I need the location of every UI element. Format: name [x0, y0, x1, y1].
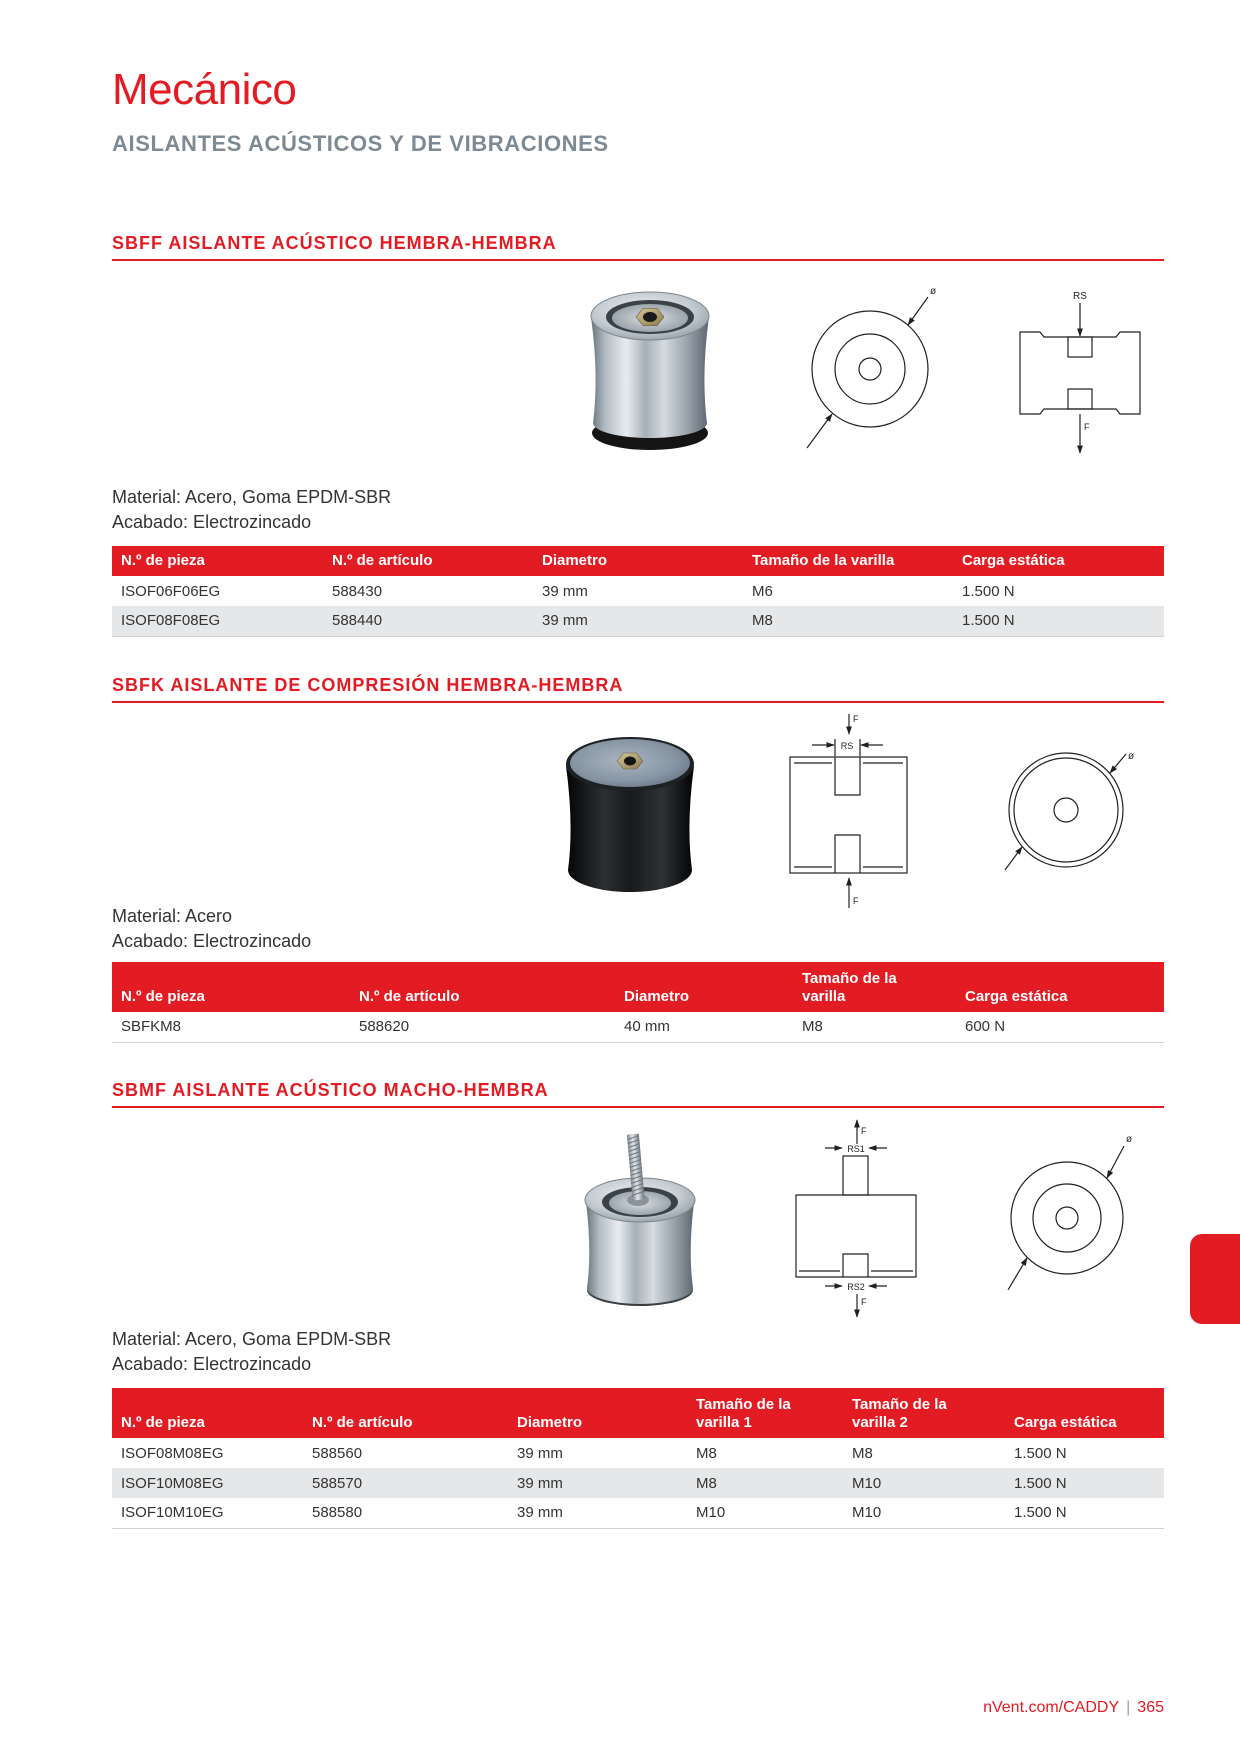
diameter-label: ø — [930, 286, 937, 297]
table-row — [112, 1468, 1164, 1498]
f-label: F — [1084, 422, 1090, 432]
finish-text: Acabado: Electrozincado — [112, 931, 312, 951]
page-number: 365 — [1137, 1699, 1164, 1716]
product-photo-sbff — [578, 283, 723, 455]
table-header-row — [112, 546, 1164, 576]
table-row — [112, 1498, 1164, 1528]
table-row — [112, 1012, 1164, 1042]
table-header-row — [112, 962, 1164, 1012]
finish-text: Acabado: Electrozincado — [112, 512, 312, 532]
cell-article-number: 588570 — [303, 1468, 508, 1498]
cell-static-load: 1.500 N — [1005, 1498, 1164, 1528]
footer-url-link[interactable]: nVent.com/CADDY — [983, 1699, 1120, 1716]
material-text: Material: Acero, Goma EPDM-SBR — [112, 1329, 392, 1349]
cell-diameter: 39 mm — [508, 1498, 687, 1528]
chapter-tab — [1190, 1234, 1240, 1324]
column-header-diameter: Diametro — [615, 962, 793, 1012]
cell-article-number: 588430 — [332, 582, 383, 600]
column-header-label: Tamaño de la varilla 1 — [696, 1396, 791, 1431]
cell-part-number: SBFKM8 — [112, 1012, 350, 1042]
cell-rod-size: M6 — [752, 582, 773, 600]
sbff-side-view-diagram — [1008, 283, 1158, 455]
column-header-diameter: Diametro — [533, 546, 743, 576]
sbmf-side-view-diagram — [785, 1112, 930, 1320]
f-bottom-label: F — [861, 1297, 867, 1307]
finish-text: Acabado: Electrozincado — [112, 1354, 312, 1374]
column-header-static-load: Carga estática — [953, 546, 1164, 576]
cell-diameter: 39 mm — [517, 1444, 563, 1462]
diameter-label: ø — [1128, 751, 1135, 762]
section-title-sbff: SBFF AISLANTE ACÚSTICO HEMBRA-HEMBRA — [112, 234, 1164, 261]
product-photo-sbfk — [556, 730, 706, 898]
column-header-rod-size-1 — [687, 1388, 843, 1438]
column-header-part-number: N.º de pieza — [112, 1388, 303, 1438]
cell-rod-size-2: M8 — [852, 1444, 873, 1462]
sbfk-specs — [112, 904, 311, 954]
table-header-row — [112, 1388, 1164, 1438]
cell-rod-size-2: M10 — [843, 1468, 1005, 1498]
sbff-spec-table — [112, 546, 1164, 637]
cell-diameter: 39 mm — [508, 1468, 687, 1498]
cell-diameter: 39 mm — [533, 606, 743, 636]
cell-rod-size: M8 — [743, 606, 953, 636]
table-row — [112, 1438, 1164, 1468]
f-top-label: F — [861, 1126, 867, 1136]
cell-diameter: 40 mm — [615, 1012, 793, 1042]
column-header-static-load: Carga estática — [1005, 1388, 1164, 1438]
column-header-label: Tamaño de la varilla 2 — [852, 1396, 947, 1431]
cell-part-number: ISOF10M10EG — [112, 1498, 303, 1528]
cell-article-number: 588440 — [323, 606, 533, 636]
column-header-rod-size-2 — [843, 1388, 1005, 1438]
column-header-label: Tamaño de la varilla — [802, 970, 897, 1005]
page-footer — [983, 1699, 1164, 1717]
sbfk-side-view-diagram — [780, 712, 920, 912]
material-text: Material: Acero — [112, 906, 233, 926]
cell-article-number: 588560 — [312, 1444, 363, 1462]
table-row — [112, 576, 1164, 606]
cell-static-load: 1.500 N — [953, 606, 1164, 636]
cell-part-number: ISOF08F08EG — [112, 606, 323, 636]
rs-label: RS — [840, 741, 854, 751]
cell-rod-size-2: M10 — [843, 1498, 1005, 1528]
cell-rod-size-1: M8 — [687, 1468, 843, 1498]
rs2-label: RS2 — [847, 1282, 865, 1292]
cell-static-load: 1.500 N — [962, 582, 1015, 600]
column-header-article-number: N.º de artículo — [350, 962, 615, 1012]
cell-rod-size-1: M8 — [696, 1444, 717, 1462]
sbmf-spec-table — [112, 1388, 1164, 1529]
page-subtitle: AISLANTES ACÚSTICOS Y DE VIBRACIONES — [112, 131, 609, 156]
footer-separator: | — [1126, 1699, 1131, 1716]
column-header-rod-size — [793, 962, 956, 1012]
page-title: Mecánico — [112, 65, 297, 114]
cell-rod-size: M8 — [793, 1012, 956, 1042]
cell-static-load: 1.500 N — [1014, 1444, 1067, 1462]
diameter-label: ø — [1126, 1134, 1133, 1145]
sbff-specs — [112, 485, 391, 535]
cell-article-number: 588620 — [350, 1012, 615, 1042]
cell-static-load: 600 N — [956, 1012, 1164, 1042]
sbfk-spec-table — [112, 962, 1164, 1043]
column-header-diameter: Diametro — [508, 1388, 687, 1438]
cell-part-number: ISOF06F06EG — [121, 582, 221, 600]
column-header-static-load: Carga estática — [956, 962, 1164, 1012]
column-header-article-number: N.º de artículo — [303, 1388, 508, 1438]
cell-rod-size-1: M10 — [687, 1498, 843, 1528]
f-top-label: F — [853, 714, 859, 724]
cell-part-number: ISOF08M08EG — [121, 1444, 224, 1462]
table-row — [112, 606, 1164, 636]
section-title-sbmf: SBMF AISLANTE ACÚSTICO MACHO-HEMBRA — [112, 1081, 1164, 1108]
rs-label: RS — [1073, 291, 1087, 302]
cell-diameter: 39 mm — [542, 582, 588, 600]
rs1-label: RS1 — [847, 1144, 865, 1154]
f-bottom-label: F — [853, 896, 859, 906]
column-header-article-number: N.º de artículo — [323, 546, 533, 576]
column-header-rod-size: Tamaño de la varilla — [743, 546, 953, 576]
product-photo-sbmf — [578, 1130, 708, 1312]
cell-article-number: 588580 — [303, 1498, 508, 1528]
sbfk-top-view-diagram — [1000, 742, 1145, 877]
cell-part-number: ISOF10M08EG — [112, 1468, 303, 1498]
sbff-top-view-diagram — [795, 283, 940, 455]
column-header-part-number: N.º de pieza — [112, 546, 323, 576]
column-header-part-number: N.º de pieza — [112, 962, 350, 1012]
section-title-sbfk: SBFK AISLANTE DE COMPRESIÓN HEMBRA-HEMBRA — [112, 676, 1164, 703]
material-text: Material: Acero, Goma EPDM-SBR — [112, 487, 392, 507]
sbmf-specs — [112, 1327, 391, 1377]
cell-static-load: 1.500 N — [1005, 1468, 1164, 1498]
sbmf-top-view-diagram — [1000, 1130, 1145, 1300]
